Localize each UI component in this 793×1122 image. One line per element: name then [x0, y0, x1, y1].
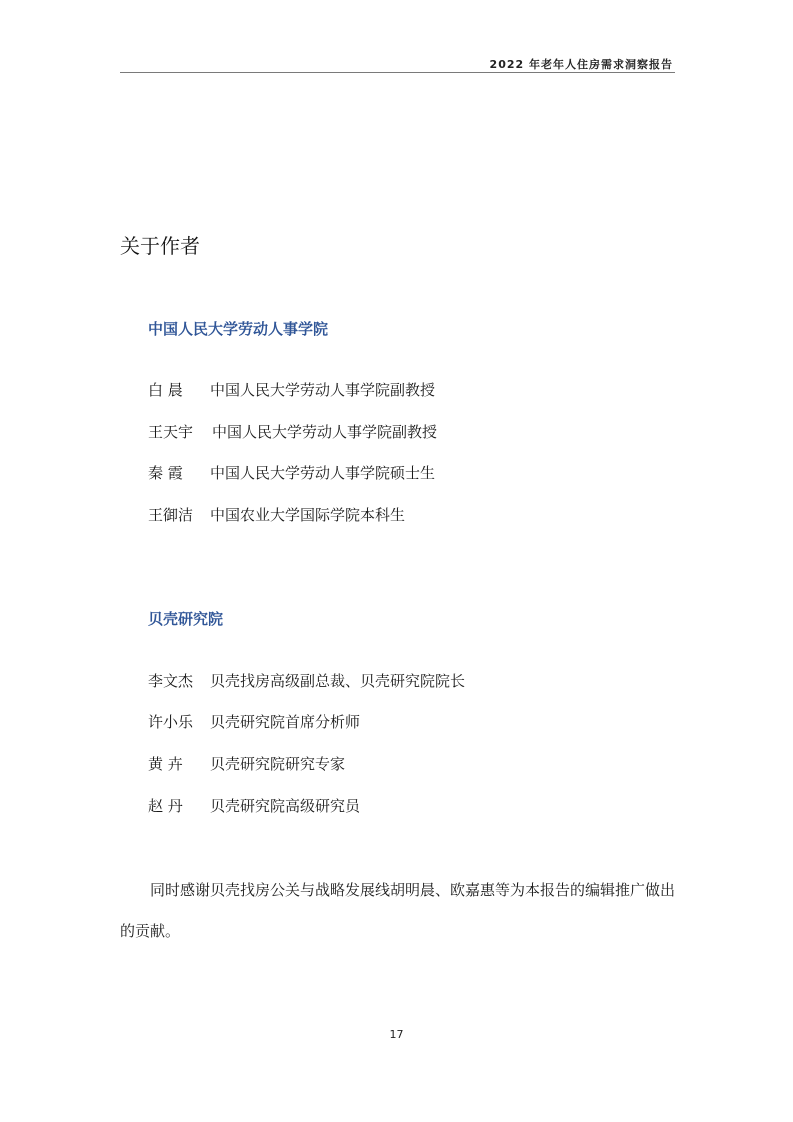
author-role: 中国农业大学国际学院本科生 — [210, 506, 406, 524]
author-entry — [148, 462, 435, 486]
section-title-beike: 贝壳研究院 — [148, 610, 224, 628]
page-title: 关于作者 — [120, 234, 200, 258]
author-role: 贝壳研究院高级研究员 — [210, 797, 361, 815]
author-name: 白 晨 — [148, 381, 183, 399]
header-divider — [120, 72, 675, 73]
author-role: 贝壳研究院研究专家 — [210, 755, 346, 773]
author-name: 王御洁 — [148, 506, 194, 524]
acknowledgement-paragraph: 同时感谢贝壳找房公关与战略发展线胡明晨、欧嘉惠等为本报告的编辑推广做出的贡献。 — [120, 881, 676, 940]
author-entry — [148, 753, 345, 777]
author-entry — [148, 795, 360, 819]
author-entry — [148, 670, 465, 694]
author-role: 贝壳研究院首席分析师 — [210, 713, 361, 731]
author-role: 中国人民大学劳动人事学院副教授 — [210, 381, 436, 399]
page-number: 17 — [389, 1028, 404, 1041]
author-entry — [148, 504, 405, 528]
author-name: 王天宇 — [148, 423, 194, 441]
author-role: 中国人民大学劳动人事学院硕士生 — [210, 464, 436, 482]
author-name: 秦 霞 — [148, 464, 183, 482]
report-running-title: 2022 年老年人住房需求洞察报告 — [489, 58, 673, 71]
author-role: 贝壳找房高级副总裁、贝壳研究院院长 — [210, 672, 466, 690]
author-entry — [148, 421, 437, 445]
author-role: 中国人民大学劳动人事学院副教授 — [212, 423, 438, 441]
author-entry — [148, 711, 360, 735]
author-entry — [148, 379, 435, 403]
author-name: 黄 卉 — [148, 755, 183, 773]
section-title-renmin: 中国人民大学劳动人事学院 — [148, 320, 329, 338]
author-name: 许小乐 — [148, 713, 194, 731]
author-name: 李文杰 — [148, 672, 194, 690]
author-name: 赵 丹 — [148, 797, 183, 815]
